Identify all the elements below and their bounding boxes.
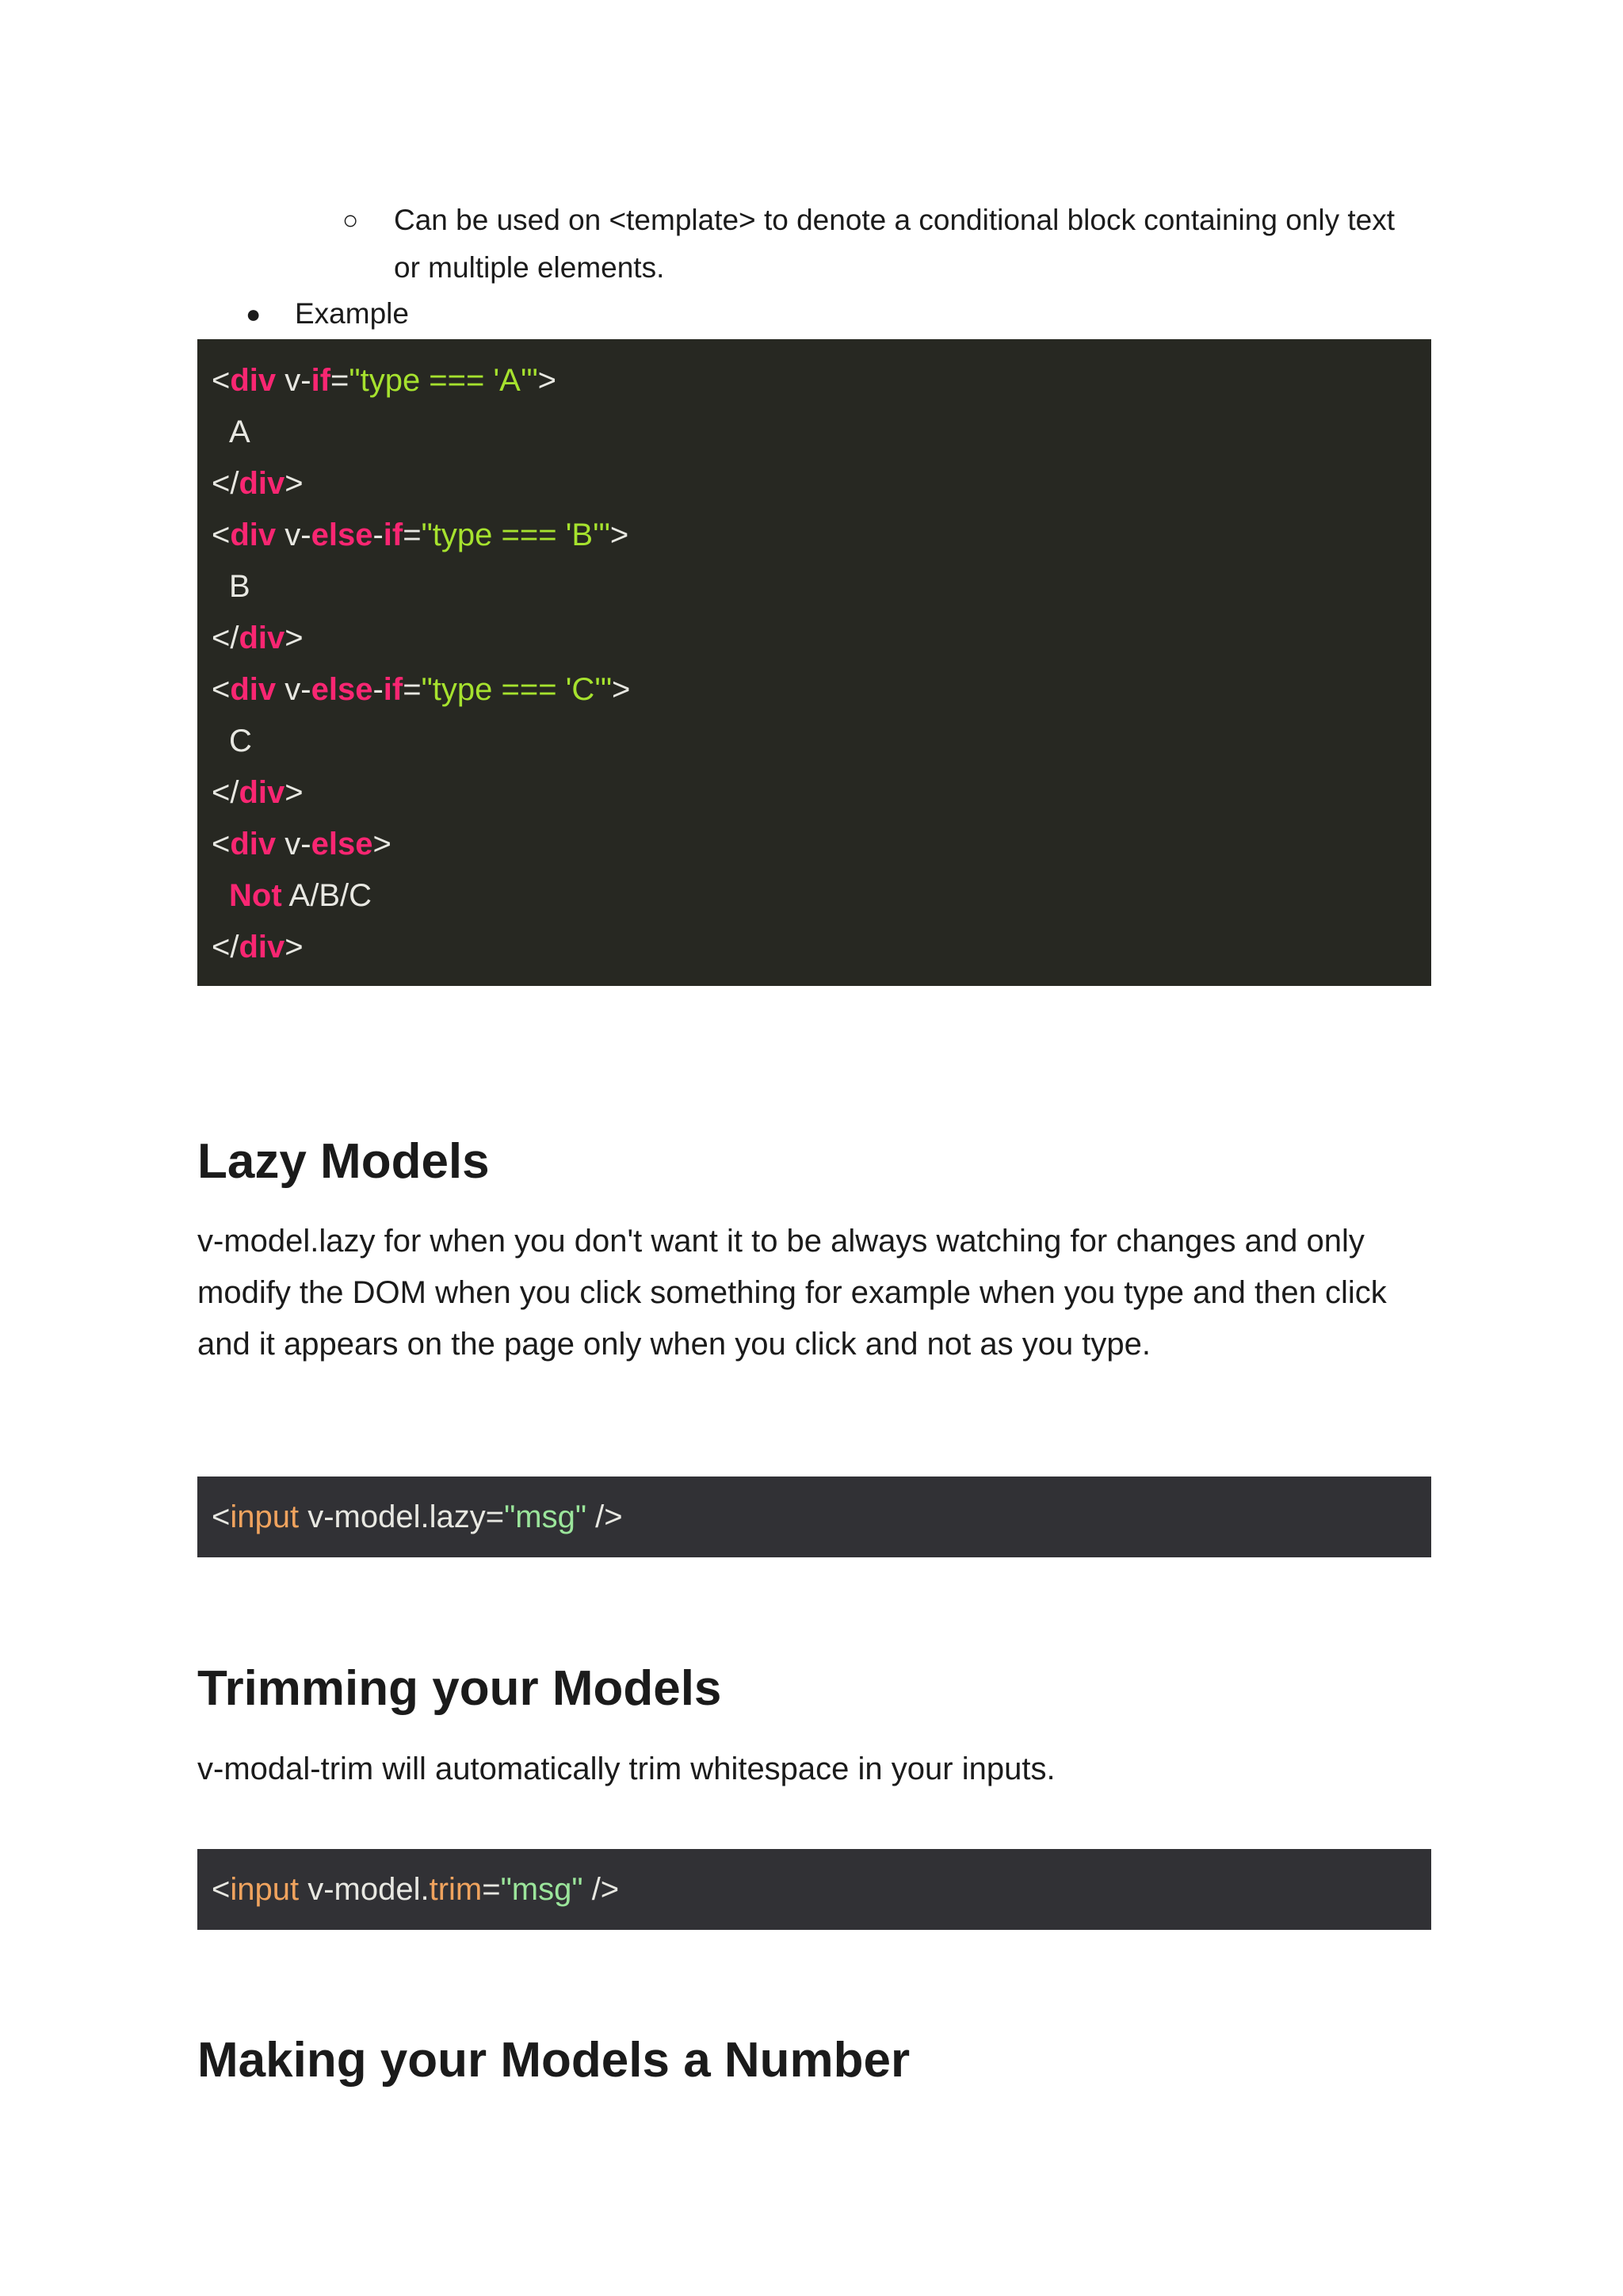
code-line: Not A/B/C — [229, 878, 372, 913]
bullet-item — [246, 290, 409, 338]
code-line: B — [229, 569, 250, 604]
code-line: A — [229, 415, 250, 449]
lazy-code-snippet: <input v-model.lazy="msg" /> — [197, 1477, 1431, 1557]
lazy-models-heading: Lazy Models — [197, 1134, 490, 1189]
sub-bullet-text: Can be used on <template> to denote a conditional block containing only text or multiple elements. — [394, 204, 1395, 284]
code-line: </div> — [212, 775, 304, 810]
hollow-circle-bullet-icon: ○ — [342, 205, 359, 235]
conditional-code-example — [197, 339, 1431, 986]
code-line: <div v-else> — [212, 827, 391, 861]
trimming-models-heading: Trimming your Models — [197, 1661, 722, 1716]
trim-code-snippet: <input v-model.trim="msg" /> — [197, 1849, 1431, 1930]
code-line: </div> — [212, 621, 304, 655]
number-models-heading: Making your Models a Number — [197, 2033, 911, 2088]
code-line: </div> — [212, 930, 304, 965]
code-line: <div v-if="type === 'A'"> — [212, 363, 557, 398]
bullet-text: Example — [295, 297, 409, 330]
sub-bullet-item — [342, 197, 1399, 292]
code-line: C — [229, 724, 252, 758]
code-line: <div v-else-if="type === 'B'"> — [212, 518, 629, 552]
trimming-models-paragraph: v-modal-trim will automatically trim whitespace in your inputs. — [197, 1752, 1056, 1786]
code-line: <div v-else-if="type === 'C'"> — [212, 672, 631, 707]
filled-circle-bullet-icon: ● — [246, 300, 262, 328]
lazy-models-paragraph: v-model.lazy for when you don't want it to be always watching for changes and only modify the DOM when you click something for example when you type and then click and it appears on the page only when you click and not as you type. — [197, 1224, 1387, 1362]
code-line: </div> — [212, 466, 304, 501]
